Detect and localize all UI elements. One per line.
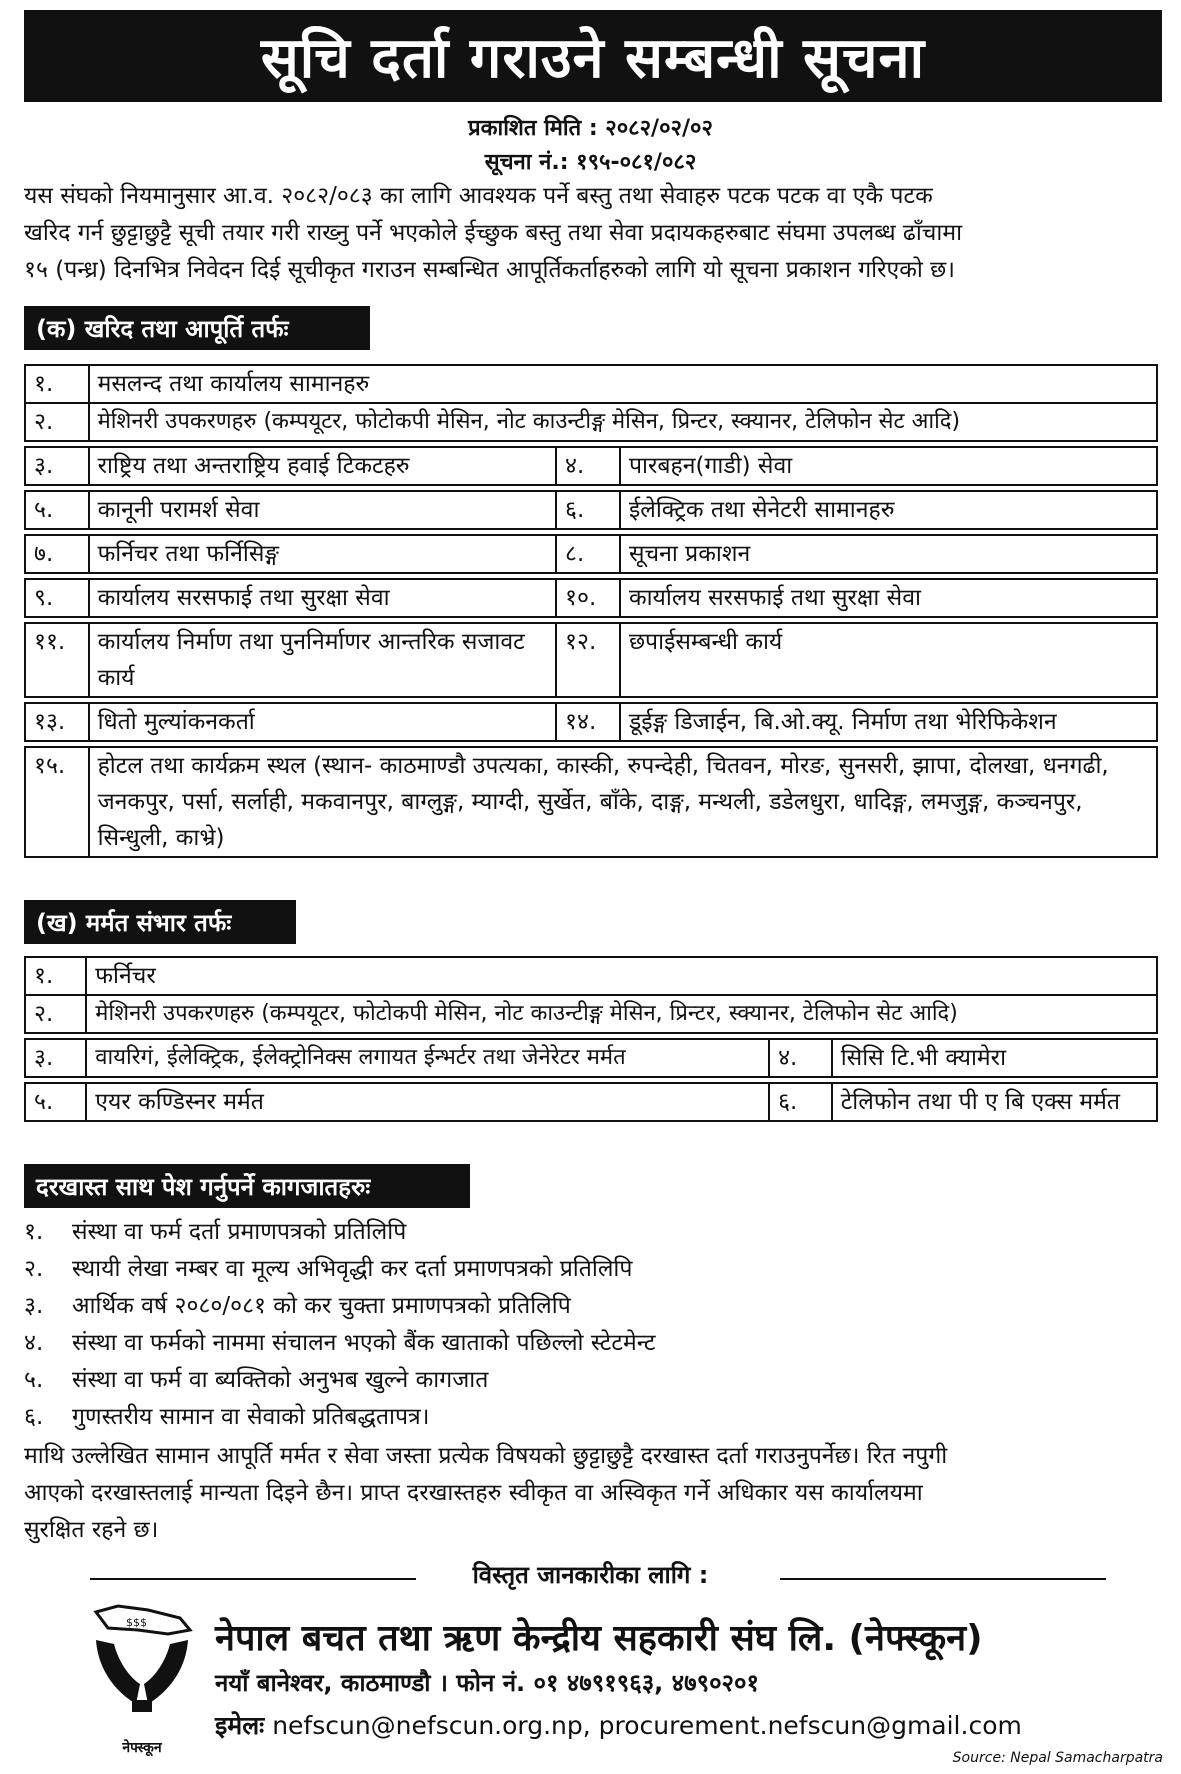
email-value: nefscun@nefscun.org.np, procurement.nefscun@gmail.com <box>272 1711 1022 1740</box>
closing-line: माथि उल्लेखित सामान आपूर्ति मर्मत र सेवा जस्ता प्रत्येक विषयको छुट्टाछुट्टै दरखास्त दर्ता गराउनुपर्नेछ। रित नपुगी <box>24 1443 948 1469</box>
row-number: ६. <box>769 1083 832 1121</box>
email-label: इमेलः <box>215 1711 265 1740</box>
list-item <box>24 1399 1162 1436</box>
row-number: १३. <box>25 703 89 741</box>
closing-line: आएको दरखास्तलाई मान्यता दिइने छैन। प्राप्त दरखास्तहरु स्वीकृत वा अस्विकृत गर्ने अधिकार यस कार्यालयमा <box>24 1480 923 1506</box>
row-text: कार्यालय सरसफाई तथा सुरक्षा सेवा <box>620 579 1157 617</box>
item-number: २. <box>24 1256 44 1282</box>
table-row <box>25 491 1157 529</box>
row-number: १४. <box>556 703 620 741</box>
row-number: ४. <box>556 447 620 485</box>
row-text: मेशिनरी उपकरणहरु (कम्पयूटर, फोटोकपी मेसिन, नोट काउन्टीङ्ग मेसिन, प्रिन्टर, स्क्यानर, टेलिफोन सेट आदि) <box>86 995 1157 1033</box>
list-item <box>24 1288 1162 1325</box>
table-row <box>25 995 1157 1033</box>
row-number: १. <box>25 957 86 995</box>
item-number: ५. <box>24 1367 44 1393</box>
table-row <box>25 1039 1157 1077</box>
table-row <box>25 957 1157 995</box>
item-number: ४. <box>24 1330 44 1356</box>
row-number: ११. <box>25 623 89 697</box>
table-row <box>25 623 1157 697</box>
closing-paragraph <box>24 1438 1162 1549</box>
organization-address: नयाँ बानेश्वर, काठमाण्डौ । फोन नं. ०१ ४७९१९६३, ४७९०२०१ <box>215 1669 760 1697</box>
row-text: पारबहन(गाडी) सेवा <box>620 447 1157 485</box>
table-row <box>25 1083 1157 1121</box>
section-kha-heading: (ख) मर्मत संभार तर्फः <box>24 900 296 944</box>
row-number: ३. <box>25 1039 86 1077</box>
notice-number: सूचना नं.: १९५-०८१/०८२ <box>484 150 697 175</box>
row-text: टेलिफोन तथा पी ए बि एक्स मर्मत <box>832 1083 1157 1121</box>
intro-line: यस संघको नियमानुसार आ.व. २०८२/०८३ का लागि आवश्यक पर्ने बस्तु तथा सेवाहरु पटक पटक वा एकै पटक <box>24 183 933 209</box>
svg-text:$$$: $$$ <box>126 1616 147 1629</box>
row-number: १२. <box>556 623 620 697</box>
item-text: संस्था वा फर्मको नाममा संचालन भएको बैंक खाताको पछिल्लो स्टेटमेन्ट <box>72 1330 656 1356</box>
nefscun-logo-icon <box>88 1600 196 1736</box>
row-text: कानूनी परामर्श सेवा <box>89 491 556 529</box>
item-text: आर्थिक वर्ष २०८०/०८१ को कर चुक्ता प्रमाणपत्रको प्रतिलिपि <box>72 1293 571 1319</box>
table-row <box>25 447 1157 485</box>
table-row <box>25 703 1157 741</box>
section-kha-table <box>24 956 1158 1122</box>
row-number: ७. <box>25 535 89 573</box>
item-text: गुणस्तरीय सामान वा सेवाको प्रतिबद्धतापत्र। <box>72 1404 430 1430</box>
list-item <box>24 1251 1162 1288</box>
item-text: संस्था वा फर्म वा ब्यक्तिको अनुभब खुल्ने कागजात <box>72 1367 489 1393</box>
row-number: ३. <box>25 447 89 485</box>
row-number: २. <box>25 995 86 1033</box>
row-text: वायरिगं, ईलेक्ट्रिक, ईलेक्ट्रोनिक्स लगायत ईन्भर्टर तथा जेनेरेटर मर्मत <box>86 1039 769 1077</box>
organization-name: नेपाल बचत तथा ऋण केन्द्रीय सहकारी संघ लि. (नेफ्स्कून) <box>215 1618 983 1659</box>
row-text: सूचना प्रकाशन <box>620 535 1157 573</box>
row-number: २. <box>25 403 89 441</box>
item-number: १. <box>24 1219 44 1245</box>
item-number: ६. <box>24 1404 44 1430</box>
row-number: ९. <box>25 579 89 617</box>
intro-line: १५ (पन्ध्र) दिनभित्र निवेदन दिई सूचीकृत गराउन सम्बन्धित आपूर्तिकर्ताहरुको लागि यो सूचना प्रकाशन गरिएको छ। <box>24 257 956 283</box>
item-text: संस्था वा फर्म दर्ता प्रमाणपत्रको प्रतिलिपि <box>72 1219 407 1245</box>
row-text: फर्निचर <box>86 957 1157 995</box>
documents-list <box>24 1214 1162 1436</box>
more-info-title: विस्तृत जानकारीका लागि : <box>472 1561 709 1589</box>
row-text: छपाईसम्बन्धी कार्य <box>620 623 1157 697</box>
section-ka-heading: (क) खरिद तथा आपूर्ति तर्फः <box>24 306 370 350</box>
row-text: कार्यालय सरसफाई तथा सुरक्षा सेवा <box>89 579 556 617</box>
row-text: धितो मुल्यांकनकर्ता <box>89 703 556 741</box>
logo-label: नेफ्स्कून <box>122 1740 162 1756</box>
row-number: ८. <box>556 535 620 573</box>
row-text: एयर कण्डिस्नर मर्मत <box>86 1083 769 1121</box>
intro-line: खरिद गर्न छुट्टाछुट्टै सूची तयार गरी राख्नु पर्ने भएकोले ईच्छुक बस्तु तथा सेवा प्रदायकहरुबाट संघमा उपलब्ध ढाँचामा <box>24 220 963 246</box>
list-item <box>24 1362 1162 1399</box>
row-number: १. <box>25 365 89 403</box>
row-number: ४. <box>769 1039 832 1077</box>
row-text: कार्यालय निर्माण तथा पुननिर्माणर आन्तरिक सजावट कार्य <box>89 623 556 697</box>
section-ka-table <box>24 364 1158 858</box>
row-text: होटल तथा कार्यक्रम स्थल (स्थान- काठमाण्डौ उपत्यका, कास्की, रुपन्देही, चितवन, मोरङ, सुनसरी, झापा, दोलखा, धनगढी, जनकपुर, पर्सा, सर्लाही, मकवानपुर, बाग्लुङ्ग, म्याग्दी, सुर्खेत, बाँके, दाङ्ग, मन्थली, डडेलधुरा, धादिङ्ग, लमजुङ्ग, कञ्चनपुर, सिन्धुली, काभ्रे) <box>89 747 1157 857</box>
row-number: १०. <box>556 579 620 617</box>
row-text: फर्निचर तथा फर्निसिङ्ग <box>89 535 556 573</box>
row-number: ६. <box>556 491 620 529</box>
row-text: मसलन्द तथा कार्यालय सामानहरु <box>89 365 1157 403</box>
organization-email <box>215 1708 1022 1742</box>
row-number: १५. <box>25 747 89 857</box>
item-text: स्थायी लेखा नम्बर वा मूल्य अभिवृद्धी कर दर्ता प्रमाणपत्रको प्रतिलिपि <box>72 1256 633 1282</box>
table-row <box>25 535 1157 573</box>
table-row <box>25 365 1157 403</box>
notice-title <box>24 10 1162 102</box>
published-date: प्रकाशित मिति : २०८२/०२/०२ <box>468 116 713 141</box>
row-text: डूईङ्ग डिजाईन, बि.ओ.क्यू. निर्माण तथा भेरिफिकेशन <box>620 703 1157 741</box>
row-text: राष्ट्रिय तथा अन्तराष्ट्रिय हवाई टिकटहरु <box>89 447 556 485</box>
table-row <box>25 579 1157 617</box>
notice-title-text: सूचि दर्ता गराउने सम्बन्धी सूचना <box>260 26 926 91</box>
documents-heading: दरखास्त साथ पेश गर्नुपर्ने कागजातहरुः <box>24 1164 470 1208</box>
row-number: ५. <box>25 1083 86 1121</box>
table-row <box>25 403 1157 441</box>
logo-graphic <box>88 1600 196 1736</box>
row-text: मेशिनरी उपकरणहरु (कम्पयूटर, फोटोकपी मेसिन, नोट काउन्टीङ्ग मेसिन, प्रिन्टर, स्क्यानर, टेलिफोन सेट आदि) <box>89 403 1157 441</box>
list-item <box>24 1325 1162 1362</box>
table-row <box>25 747 1157 857</box>
intro-paragraph <box>24 178 1162 289</box>
row-text: सिसि टि.भी क्यामेरा <box>832 1039 1157 1077</box>
closing-line: सुरक्षित रहने छ। <box>24 1517 159 1543</box>
row-number: ५. <box>25 491 89 529</box>
row-text: ईलेक्ट्रिक तथा सेनेटरी सामानहरु <box>620 491 1157 529</box>
item-number: ३. <box>24 1293 44 1319</box>
source-credit: Source: Nepal Samacharpatra <box>952 1750 1163 1766</box>
list-item <box>24 1214 1162 1251</box>
